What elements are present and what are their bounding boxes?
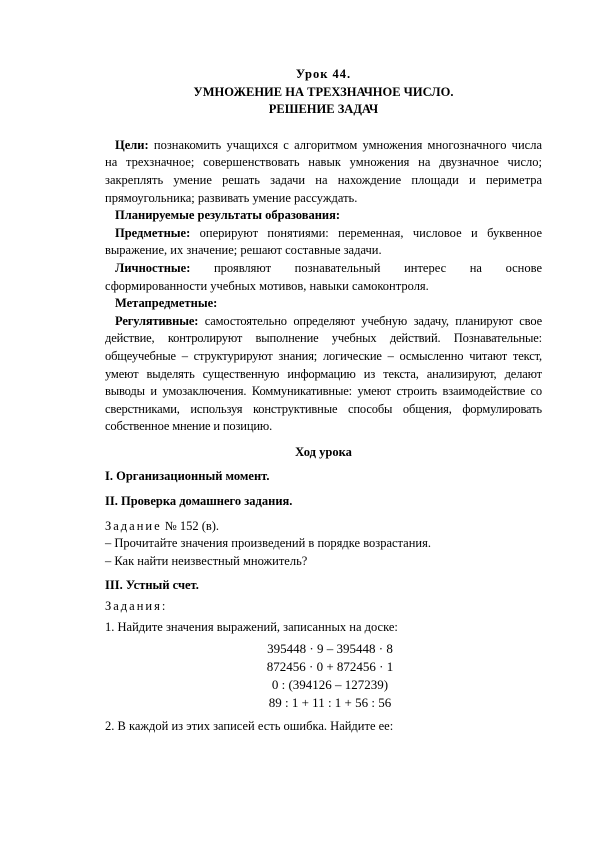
section-2-heading: II. Проверка домашнего задания. [105, 494, 293, 509]
lesson-page [105, 66, 542, 736]
expression-4: 89 : 1 + 11 : 1 + 56 : 56 [268, 695, 392, 711]
regulatory-paragraph [105, 313, 542, 436]
section-3-heading: III. Устный счет. [105, 578, 199, 593]
planned-results-heading: Планируемые результаты образования: [115, 208, 341, 223]
task-item-1: 1. Найдите значения выражений, записанных на доске: [105, 619, 398, 634]
homework-task [105, 518, 542, 536]
regulatory-text: самостоятельно определяют учебную задачу, планируют свое действие, контролируют выполнение учебных действий. Познавательные: общеучебные – структурируют знания; логические – осмысленно читают текст, умеют выделять существенную информацию из текста, анализируют, делают выводы и умозаключения. Коммуникативные: умеют строить взаимодействие со сверстниками, используя конструктивные способы общения, формулировать собственное мнение и позицию. [105, 313, 542, 434]
expression-1: 395448 · 9 – 395448 · 8 [267, 641, 393, 657]
tasks-label: Задания: [105, 599, 168, 614]
subject-text: оперируют понятиями: переменная, числовое и буквенное выражение, их значение; решают составные задачи. [105, 225, 542, 258]
task-number: № 152 (в). [161, 518, 220, 533]
lesson-flow-heading: Ход урока [295, 444, 352, 459]
subject-paragraph [105, 225, 542, 260]
question-1: – Прочитайте значения произведений в порядке возрастания. [105, 536, 431, 551]
question-2: – Как найти неизвестный множитель? [105, 553, 308, 568]
goals-text: познакомить учащихся с алгоритмом умножения многозначного числа на трехзначное; совершенствовать навык умножения на двузначное число; закреплять умение решать задачи на нахождение площади и периметра прямоугольника; развивать умение рассуждать. [105, 137, 542, 205]
expression-3: 0 : (394126 – 127239) [271, 677, 389, 693]
regulatory-label: Регулятивные: [115, 313, 199, 328]
task-label: Задание [105, 518, 162, 533]
goals-label: Цели: [115, 137, 149, 152]
lesson-number: Урок 44. [295, 67, 352, 81]
personal-text: проявляют познавательный интерес на основе сформированности учебных мотивов, навыки самоконтроля. [105, 260, 542, 293]
personal-paragraph [105, 260, 542, 295]
lesson-title-line2: РЕШЕНИЕ ЗАДАЧ [268, 102, 379, 117]
section-1-heading: I. Организационный момент. [105, 469, 270, 484]
goals-paragraph [105, 137, 542, 207]
expressions-block [250, 640, 410, 712]
lesson-title-line1: УМНОЖЕНИЕ НА ТРЕХЗНАЧНОЕ ЧИСЛО. [193, 84, 454, 99]
personal-label: Личностные: [115, 260, 191, 275]
task-item-2: 2. В каждой из этих записей есть ошибка. Найдите ее: [105, 719, 394, 734]
subject-label: Предметные: [115, 225, 191, 240]
expression-2: 872456 · 0 + 872456 · 1 [266, 659, 394, 675]
meta-heading: Метапредметные: [115, 296, 218, 311]
